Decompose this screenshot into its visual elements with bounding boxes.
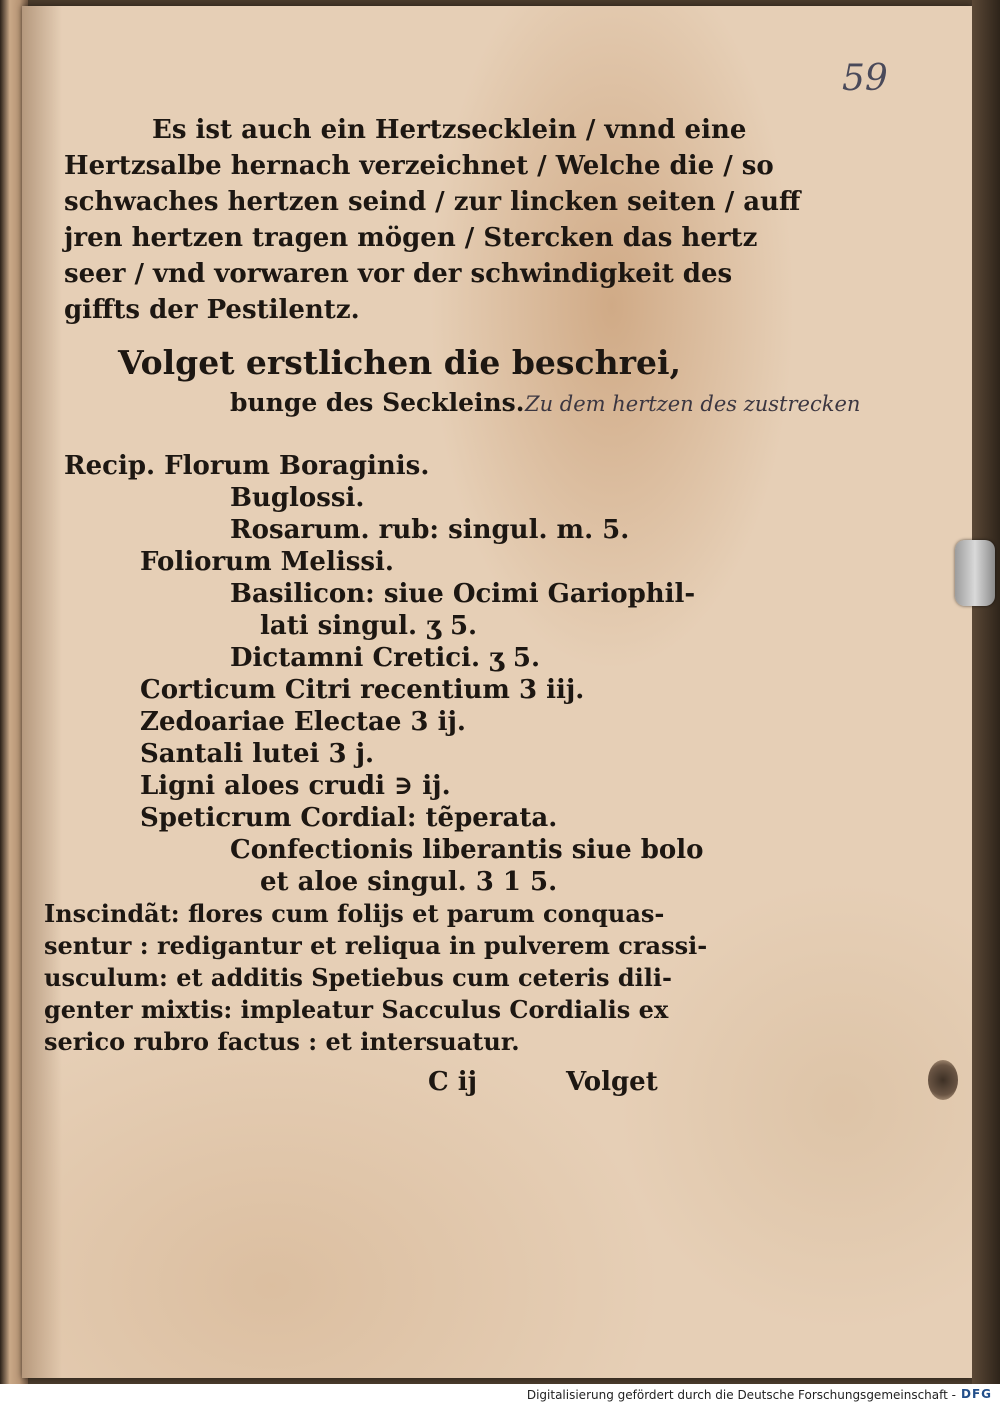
intro-line: Es ist auch ein Hertzsecklein / vnnd eine bbox=[152, 115, 747, 145]
recipe-line: Santali lutei 3 j. bbox=[140, 739, 375, 769]
recipe-line: sentur : redigantur et reliqua in pulverem crassi- bbox=[44, 931, 708, 960]
signature-mark: C ij bbox=[428, 1067, 478, 1097]
recipe-line: Corticum Citri recentium 3 iij. bbox=[140, 675, 585, 705]
intro-line: schwaches hertzen seind / zur lincken seiten / auff bbox=[64, 187, 801, 217]
recipe-line: serico rubro factus : et intersuatur. bbox=[44, 1027, 520, 1056]
intro-line: Hertzsalbe hernach verzeichnet / Welche die / so bbox=[64, 151, 774, 181]
intro-line: jren hertzen tragen mögen / Stercken das hertz bbox=[64, 223, 758, 253]
clip-tab bbox=[955, 540, 995, 606]
recipe-line: Ligni aloes crudi ∋ ij. bbox=[140, 771, 451, 801]
footer-credit: Digitalisierung gefördert durch die Deutsche Forschungsgemeinschaft - bbox=[526, 1388, 956, 1402]
section-heading: Volget erstlichen die beschrei, bbox=[118, 343, 681, 382]
intro-paragraph bbox=[64, 112, 800, 328]
handwritten-margin-note: Zu dem hertzen des zustrecken bbox=[525, 392, 861, 416]
folio-number: 59 bbox=[842, 58, 888, 99]
recipe-line: usculum: et additis Spetiebus cum ceteris dili- bbox=[44, 963, 672, 992]
dfg-logo: DFG bbox=[960, 1387, 992, 1401]
intro-line: giffts der Pestilentz. bbox=[64, 295, 360, 325]
recipe-line: genter mixtis: impleatur Sacculus Cordialis ex bbox=[44, 995, 669, 1024]
recipe-line: Zedoariae Electae 3 ij. bbox=[140, 707, 466, 737]
recipe-line: Dictamni Cretici. ʒ 5. bbox=[230, 643, 541, 673]
recipe-line: Recip. Florum Boraginis. bbox=[64, 451, 430, 481]
recipe-line: Buglossi. bbox=[230, 483, 365, 513]
recipe-line: Inscindãt: flores cum folijs et parum conquas- bbox=[44, 899, 665, 928]
recipe-line: Speticrum Cordial: tẽperata. bbox=[140, 803, 558, 833]
catchword: Volget bbox=[566, 1067, 658, 1097]
page-right-edge bbox=[972, 0, 1000, 1384]
recipe-line: et aloe singul. 3 1 5. bbox=[260, 867, 558, 897]
page-hole bbox=[928, 1060, 958, 1100]
recipe-line: Rosarum. rub: singul. m. 5. bbox=[230, 515, 630, 545]
recipe-line: Confectionis liberantis siue bolo bbox=[230, 835, 704, 865]
recipe-line: Foliorum Melissi. bbox=[140, 547, 394, 577]
intro-line: seer / vnd vorwaren vor der schwindigkeit des bbox=[64, 259, 733, 289]
section-heading-continued: bunge des Seckleins. bbox=[230, 388, 525, 417]
recipe-line: Basilicon: siue Ocimi Gariophil- bbox=[230, 579, 696, 609]
recipe-line: lati singul. ʒ 5. bbox=[260, 611, 478, 641]
